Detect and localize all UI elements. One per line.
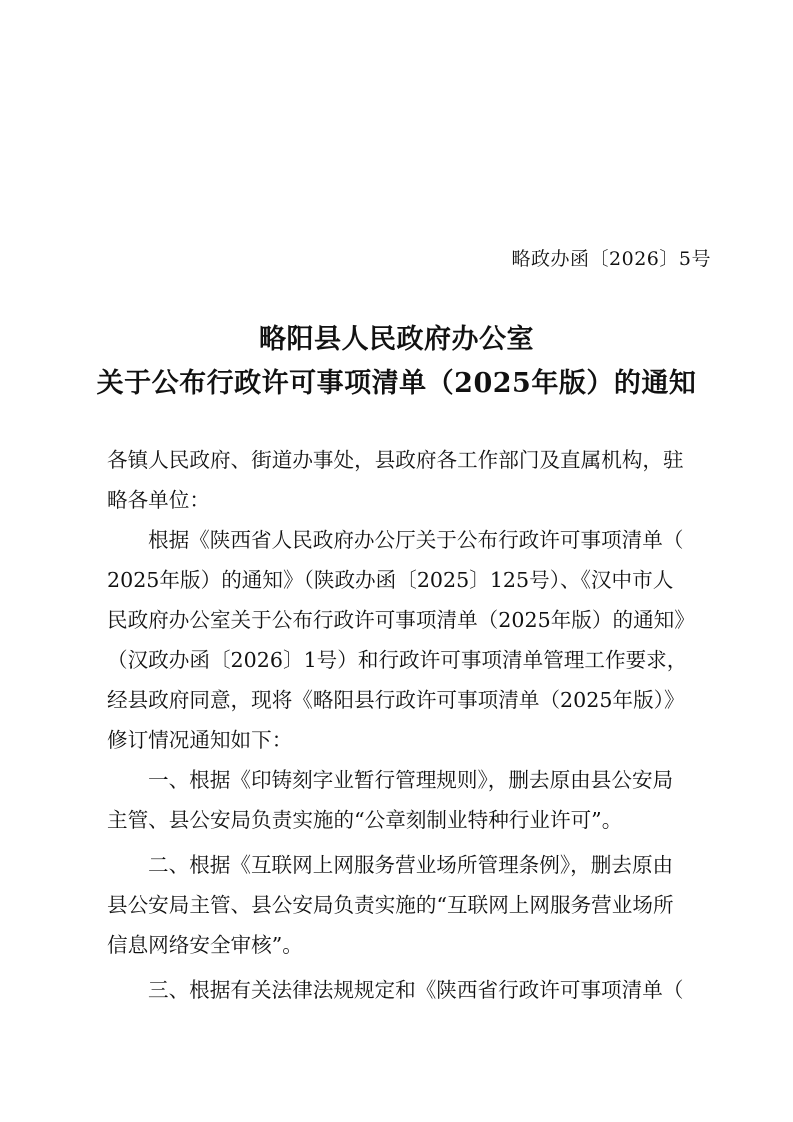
paragraph-line: 根据《陕西省人民政府办公厅关于公布行政许可事项清单（ bbox=[148, 528, 684, 552]
paragraph-line: 二、根据《互联网上网服务营业场所管理条例》，删去原由 bbox=[148, 853, 674, 877]
paragraph-line: 主管、县公安局负责实施的“公章刻制业特种行业许可”。 bbox=[107, 808, 623, 832]
paragraph-line: 民政府办公室关于公布行政许可事项清单（2025年版）的通知》 bbox=[107, 608, 695, 632]
title-line-2: 关于公布行政许可事项清单（2025年版）的通知 bbox=[96, 368, 697, 399]
paragraph-line: 三、根据有关法律法规规定和《陕西省行政许可事项清单（ bbox=[148, 978, 684, 1002]
paragraph-line: 信息网络安全审核”。 bbox=[107, 933, 303, 957]
salutation-line: 略各单位： bbox=[107, 488, 210, 512]
paragraph-line: 县公安局主管、县公安局负责实施的“互联网上网服务营业场所 bbox=[107, 893, 674, 917]
paragraph-line: 一、根据《印铸刻字业暂行管理规则》，删去原由县公安局 bbox=[148, 768, 674, 792]
salutation-line: 各镇人民政府、街道办事处，县政府各工作部门及直属机构，驻 bbox=[107, 448, 684, 472]
paragraph-line: （汉政办函〔2026〕1号）和行政许可事项清单管理工作要求， bbox=[107, 648, 688, 672]
paragraph-line: 2025年版）的通知》（陕政办函〔2025〕125号）、《汉中市人 bbox=[107, 568, 674, 592]
document-number: 略政办函〔2026〕5号 bbox=[511, 248, 711, 270]
paragraph-line: 经县政府同意，现将《略阳县行政许可事项清单（2025年版）》 bbox=[107, 688, 685, 712]
paragraph-line: 修订情况通知如下： bbox=[107, 728, 293, 752]
document-body bbox=[107, 440, 707, 1010]
title-line-1: 略阳县人民政府办公室 bbox=[259, 324, 534, 355]
